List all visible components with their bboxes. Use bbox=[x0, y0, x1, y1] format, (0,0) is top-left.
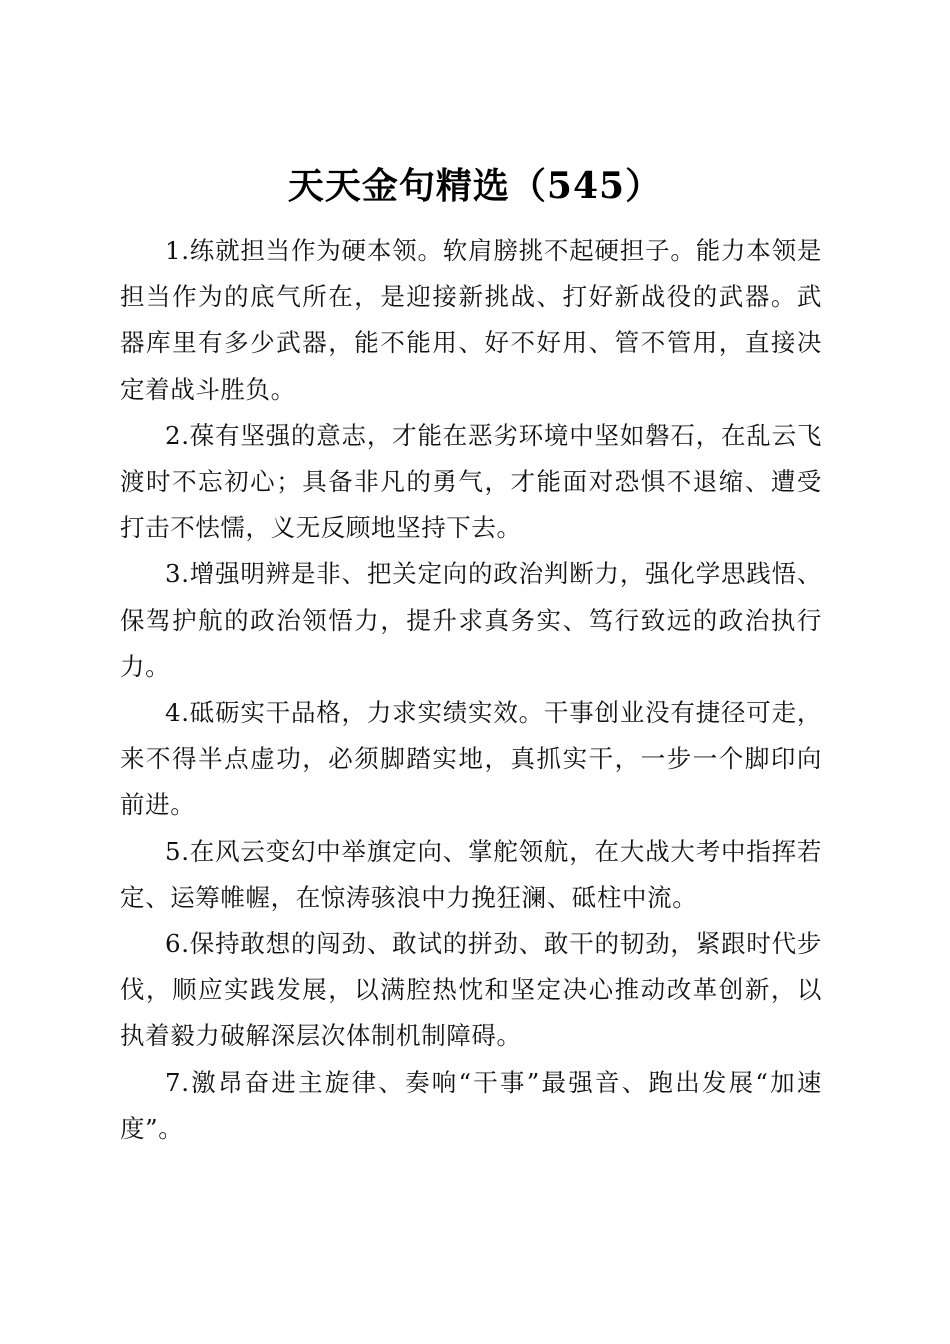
quote-paragraph-1: 1.练就担当作为硬本领。软肩膀挑不起硬担子。能力本领是担当作为的底气所在，是迎接新挑战、打好新战役的武器。武器库里有多少武器，能不能用、好不好用、管不管用，直接决定着战斗胜负。 bbox=[120, 236, 822, 404]
quote-paragraph-7: 7.激昂奋进主旋律、奏响“干事”最强音、跑出发展“加速度”。 bbox=[120, 1067, 822, 1143]
quote-paragraph-2: 2.葆有坚强的意志，才能在恶劣环境中坚如磐石，在乱云飞渡时不忘初心；具备非凡的勇气，才能面对恐惧不退缩、遭受打击不怯懦，义无反顾地坚持下去。 bbox=[120, 420, 822, 543]
quote-paragraph-3: 3.增强明辨是非、把关定向的政治判断力，强化学思践悟、保驾护航的政治领悟力，提升求真务实、笃行致远的政治执行力。 bbox=[120, 559, 822, 681]
quote-paragraph-5: 5.在风云变幻中举旗定向、掌舵领航，在大战大考中指挥若定、运筹帷幄，在惊涛骇浪中力挽狂澜、砥柱中流。 bbox=[120, 836, 822, 912]
document-title: 天天金句精选（545） bbox=[287, 165, 663, 208]
document-body bbox=[120, 228, 822, 1152]
quote-paragraph-6: 6.保持敢想的闯劲、敢试的拼劲、敢干的韧劲，紧跟时代步伐，顺应实践发展，以满腔热忱和坚定决心推动改革创新，以执着毅力破解深层次体制机制障碍。 bbox=[120, 929, 822, 1051]
quote-paragraph-4: 4.砥砺实干品格，力求实绩实效。干事创业没有捷径可走，来不得半点虚功，必须脚踏实地，真抓实干，一步一个脚印向前进。 bbox=[120, 698, 822, 820]
